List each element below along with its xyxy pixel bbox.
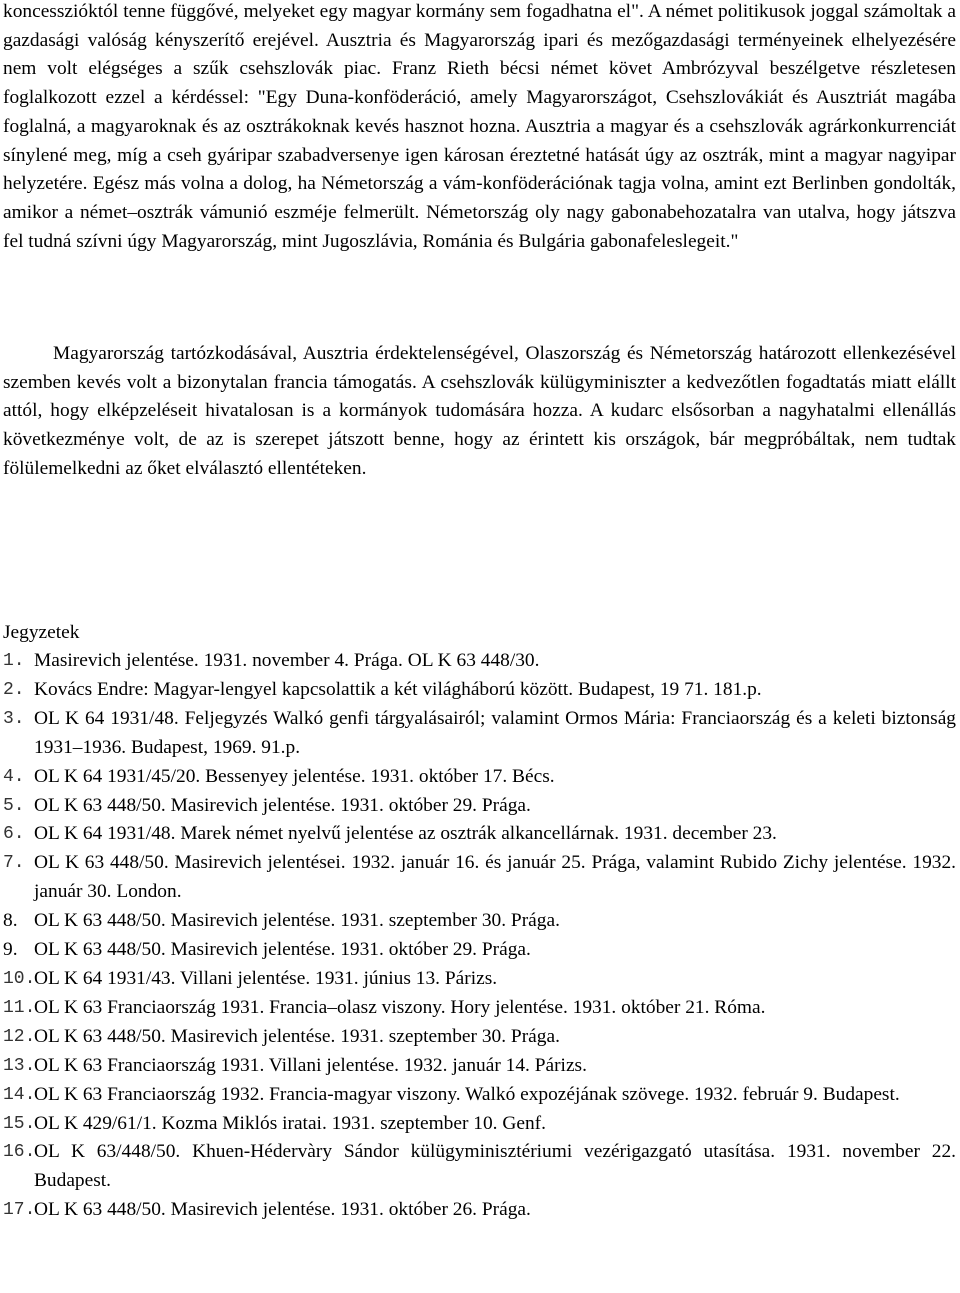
note-item [3, 849, 956, 907]
note-item [3, 647, 956, 676]
note-item [3, 965, 956, 994]
note-item [3, 820, 956, 849]
note-text: OL K 429/61/1. Kozma Miklós iratai. 1931. szeptember 10. Genf. [34, 1112, 546, 1134]
note-text: OL K 63 Franciaország 1932. Francia-magyar viszony. Walkó expozéjának szövege. 1932. február 9. Budapest. [34, 1083, 900, 1105]
note-text: OL K 63 448/50. Masirevich jelentése. 1931. szeptember 30. Prága. [34, 910, 560, 932]
note-text: Masirevich jelentése. 1931. november 4. Prága. OL K 63 448/30. [34, 650, 540, 671]
note-number: 10. [3, 968, 36, 989]
note-text: OL K 63 448/50. Masirevich jelentése. 1931. október 29. Prága. [34, 794, 531, 816]
note-number: 4. [3, 766, 25, 787]
note-item [3, 1138, 956, 1196]
note-item [3, 994, 956, 1023]
note-text: OL K 63 448/50. Masirevich jelentése. 1931. október 29. Prága. [34, 939, 531, 961]
note-item [3, 936, 956, 965]
note-text: OL K 63/448/50. Khuen-Hédervàry Sándor külügyminisztériumi vezérigazgató utasítása. 1931. november 22. Budapest. [34, 1141, 956, 1192]
notes-list [3, 647, 956, 1225]
note-number: 17. [3, 1200, 36, 1221]
note-number: 2. [3, 679, 25, 700]
note-number: 15. [3, 1113, 36, 1134]
note-item [3, 792, 956, 821]
note-text: OL K 63 Franciaország 1931. Francia–olasz viszony. Hory jelentése. 1931. október 21. Róma. [34, 996, 766, 1018]
body-paragraph-1: koncesszióktól tenne függővé, melyeket egy magyar kormány sem fogadhatna el". A német politikusok joggal számoltak a gazdasági valóság kényszerítő erejével. Ausztria és Magyarország ipari és mezőgazdasági terményeinek elhelyezésére nem volt elégséges a szűk csehszlovák piac. Franz Rieth bécsi német követ Ambrózyval beszélgetve részletesen foglalkozott ezzel a kérdéssel: "Egy Duna-konföderáció, amely Magyarországot, Csehszlovákiát és Ausztriát magába foglalná, a magyaroknak és az osztrákoknak kevés hasznot hozna. Ausztria a magyar és a csehszlovák agrárkonkurrenciát sínylené meg, míg a cseh gyáripar szabadversenye igen károsan éreztetné hatását úgy az osztrák, mint a magyar nagyipar helyzetére. Egész más volna a dolog, ha Németország a vám-konföderációnak tagja volna, amint ezt Berlinben gondolták, amikor a német–osztrák vámunió eszméje felmerült. Németország oly nagy gabonabehozatalra van utalva, hogy játszva fel tudná szívni úgy Magyarország, mint Jugoszlávia, Románia és Bulgária gabonafeleslegeit." [3, 1, 956, 252]
note-item [3, 1081, 956, 1110]
body-paragraph-2: Magyarország tartózkodásával, Ausztria érdektelenségével, Olaszország és Németország határozott ellenkezésével szemben kevés volt a bizonytalan francia támogatás. A csehszlovák külügyminiszter a kedvezőtlen fogadtatás miatt elállt attól, hogy elképzeléseit hivatalosan is a kormányok tudomására hozza. A kudarc elsősorban a nagyhatalmi ellenállás következménye volt, de az is szerepet játszott benne, hogy az érintett kis országok, bár megpróbáltak, nem tudtak fölülemelkedni az őket elválasztó ellentéteken. [3, 343, 956, 479]
note-item [3, 907, 956, 936]
note-number: 9. [3, 939, 18, 961]
note-text: OL K 63 448/50. Masirevich jelentései. 1932. január 16. és január 25. Prága, valamint Rubido Zichy jelentése. 1932. január 30. London. [34, 852, 956, 903]
note-text: Kovács Endre: Magyar-lengyel kapcsolattik a két világháború között. Budapest, 19 71. 181.p. [34, 678, 762, 700]
note-text: OL K 64 1931/48. Feljegyzés Walkó genfi tárgyalásairól; valamint Ormos Mária: Franciaország és a keleti biztonság 1931–1936. Budapest, 1969. 91.p. [34, 707, 956, 758]
note-number: 11. [3, 997, 36, 1018]
note-number: 3. [3, 708, 25, 729]
note-text: OL K 63 448/50. Masirevich jelentése. 1931. szeptember 30. Prága. [34, 1025, 560, 1047]
note-item [3, 763, 956, 792]
note-number: 6. [3, 824, 25, 845]
note-item [3, 1110, 956, 1139]
note-number: 13. [3, 1055, 36, 1076]
note-item [3, 1023, 956, 1052]
note-number: 1. [3, 651, 25, 671]
note-number: 8. [3, 910, 18, 932]
note-item [3, 705, 956, 763]
note-number: 7. [3, 853, 25, 874]
note-item [3, 676, 956, 705]
note-text: OL K 63 Franciaország 1931. Villani jelentése. 1932. január 14. Párizs. [34, 1054, 587, 1076]
notes-heading: Jegyzetek [3, 622, 80, 643]
note-text: OL K 64 1931/43. Villani jelentése. 1931. június 13. Párizs. [34, 967, 498, 989]
note-number: 5. [3, 795, 25, 816]
note-number: 14. [3, 1084, 36, 1105]
note-item [3, 1052, 956, 1081]
note-text: OL K 63 448/50. Masirevich jelentése. 1931. október 26. Prága. [34, 1199, 531, 1221]
note-text: OL K 64 1931/48. Marek német nyelvű jelentése az osztrák alkancellárnak. 1931. december 23. [34, 823, 777, 845]
note-number: 12. [3, 1026, 36, 1047]
note-item [3, 1196, 956, 1225]
note-number: 16. [3, 1142, 36, 1163]
note-text: OL K 64 1931/45/20. Bessenyey jelentése. 1931. október 17. Bécs. [34, 765, 555, 787]
